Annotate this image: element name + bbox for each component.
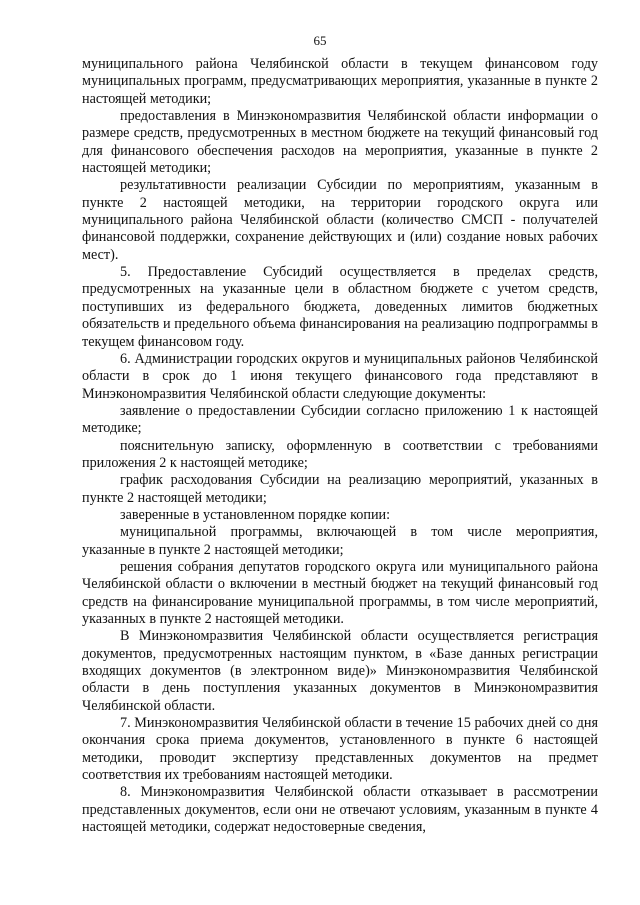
paragraph: пояснительную записку, оформленную в соответствии с требованиями приложения 2 к настоящей методике; bbox=[82, 437, 598, 471]
paragraph-item-8: 8. Минэкономразвития Челябинской области отказывает в рассмотрении представленных документов, если они не отвечают условиям, указанным в пункте 4 настоящей методики, содержат недостоверные сведения, bbox=[82, 784, 598, 836]
paragraph-item-7: 7. Минэкономразвития Челябинской области в течение 15 рабочих дней со дня окончания срока приема документов, установленного в пункте 6 настоящей методики, проводит экспертизу представленных документов на предмет соответствия их требованиям настоящей методики. bbox=[82, 715, 598, 784]
paragraph: В Минэкономразвития Челябинской области осуществляется регистрация документов, предусмотренных настоящим пунктом, в «Базе данных регистрации входящих документов (в электронном виде)» Минэкономразвития Челябинской области в день поступления указанных документов в Минэкономразвития Челябинской области. bbox=[82, 628, 598, 714]
paragraph-item-5: 5. Предоставление Субсидий осуществляется в пределах средств, предусмотренных на указанные цели в областном бюджете с учетом средств, поступивших из федерального бюджета, доведенных лимитов бюджетных обязательств и предельного объема финансирования на реализацию подпрограммы в текущем финансовом году. bbox=[82, 264, 598, 350]
paragraph: муниципального района Челябинской области в текущем финансовом году муниципальных программ, предусматривающих мероприятия, указанные в пункте 2 настоящей методики; bbox=[82, 56, 598, 107]
paragraph-item-6: 6. Администрации городских округов и муниципальных районов Челябинской области в срок до 1 июня текущего финансового года представляют в Минэкономразвития Челябинской области следующие документы: bbox=[82, 350, 598, 402]
paragraph: результативности реализации Субсидии по мероприятиям, указанным в пункте 2 настоящей методики, на территории городского округа или муниципального района Челябинской области (количество СМСП - получателей финансовой поддержки, сохранение действующих и (или) создание новых рабочих мест). bbox=[82, 177, 598, 263]
document-body bbox=[82, 56, 598, 836]
page-number: 65 bbox=[313, 33, 327, 48]
paragraph: заверенные в установленном порядке копии: bbox=[120, 506, 391, 523]
paragraph: график расходования Субсидии на реализацию мероприятий, указанных в пункте 2 настоящей методики; bbox=[82, 472, 598, 506]
paragraph: муниципальной программы, включающей в том числе мероприятия, указанные в пункте 2 настоящей методики; bbox=[82, 524, 598, 558]
paragraph: предоставления в Минэкономразвития Челябинской области информации о размере средств, предусмотренных в местном бюджете на текущий финансовый год для финансового обеспечения расходов на мероприятия, указанные в пункте 2 настоящей методики; bbox=[82, 108, 598, 177]
paragraph: решения собрания депутатов городского округа или муниципального района Челябинской области о включении в местный бюджет на текущий финансовый год средств на финансирование муниципальной программы, в том числе мероприятий, указанных в пункте 2 настоящей методики. bbox=[82, 558, 598, 627]
paragraph: заявление о предоставлении Субсидии согласно приложению 1 к настоящей методике; bbox=[82, 402, 598, 437]
